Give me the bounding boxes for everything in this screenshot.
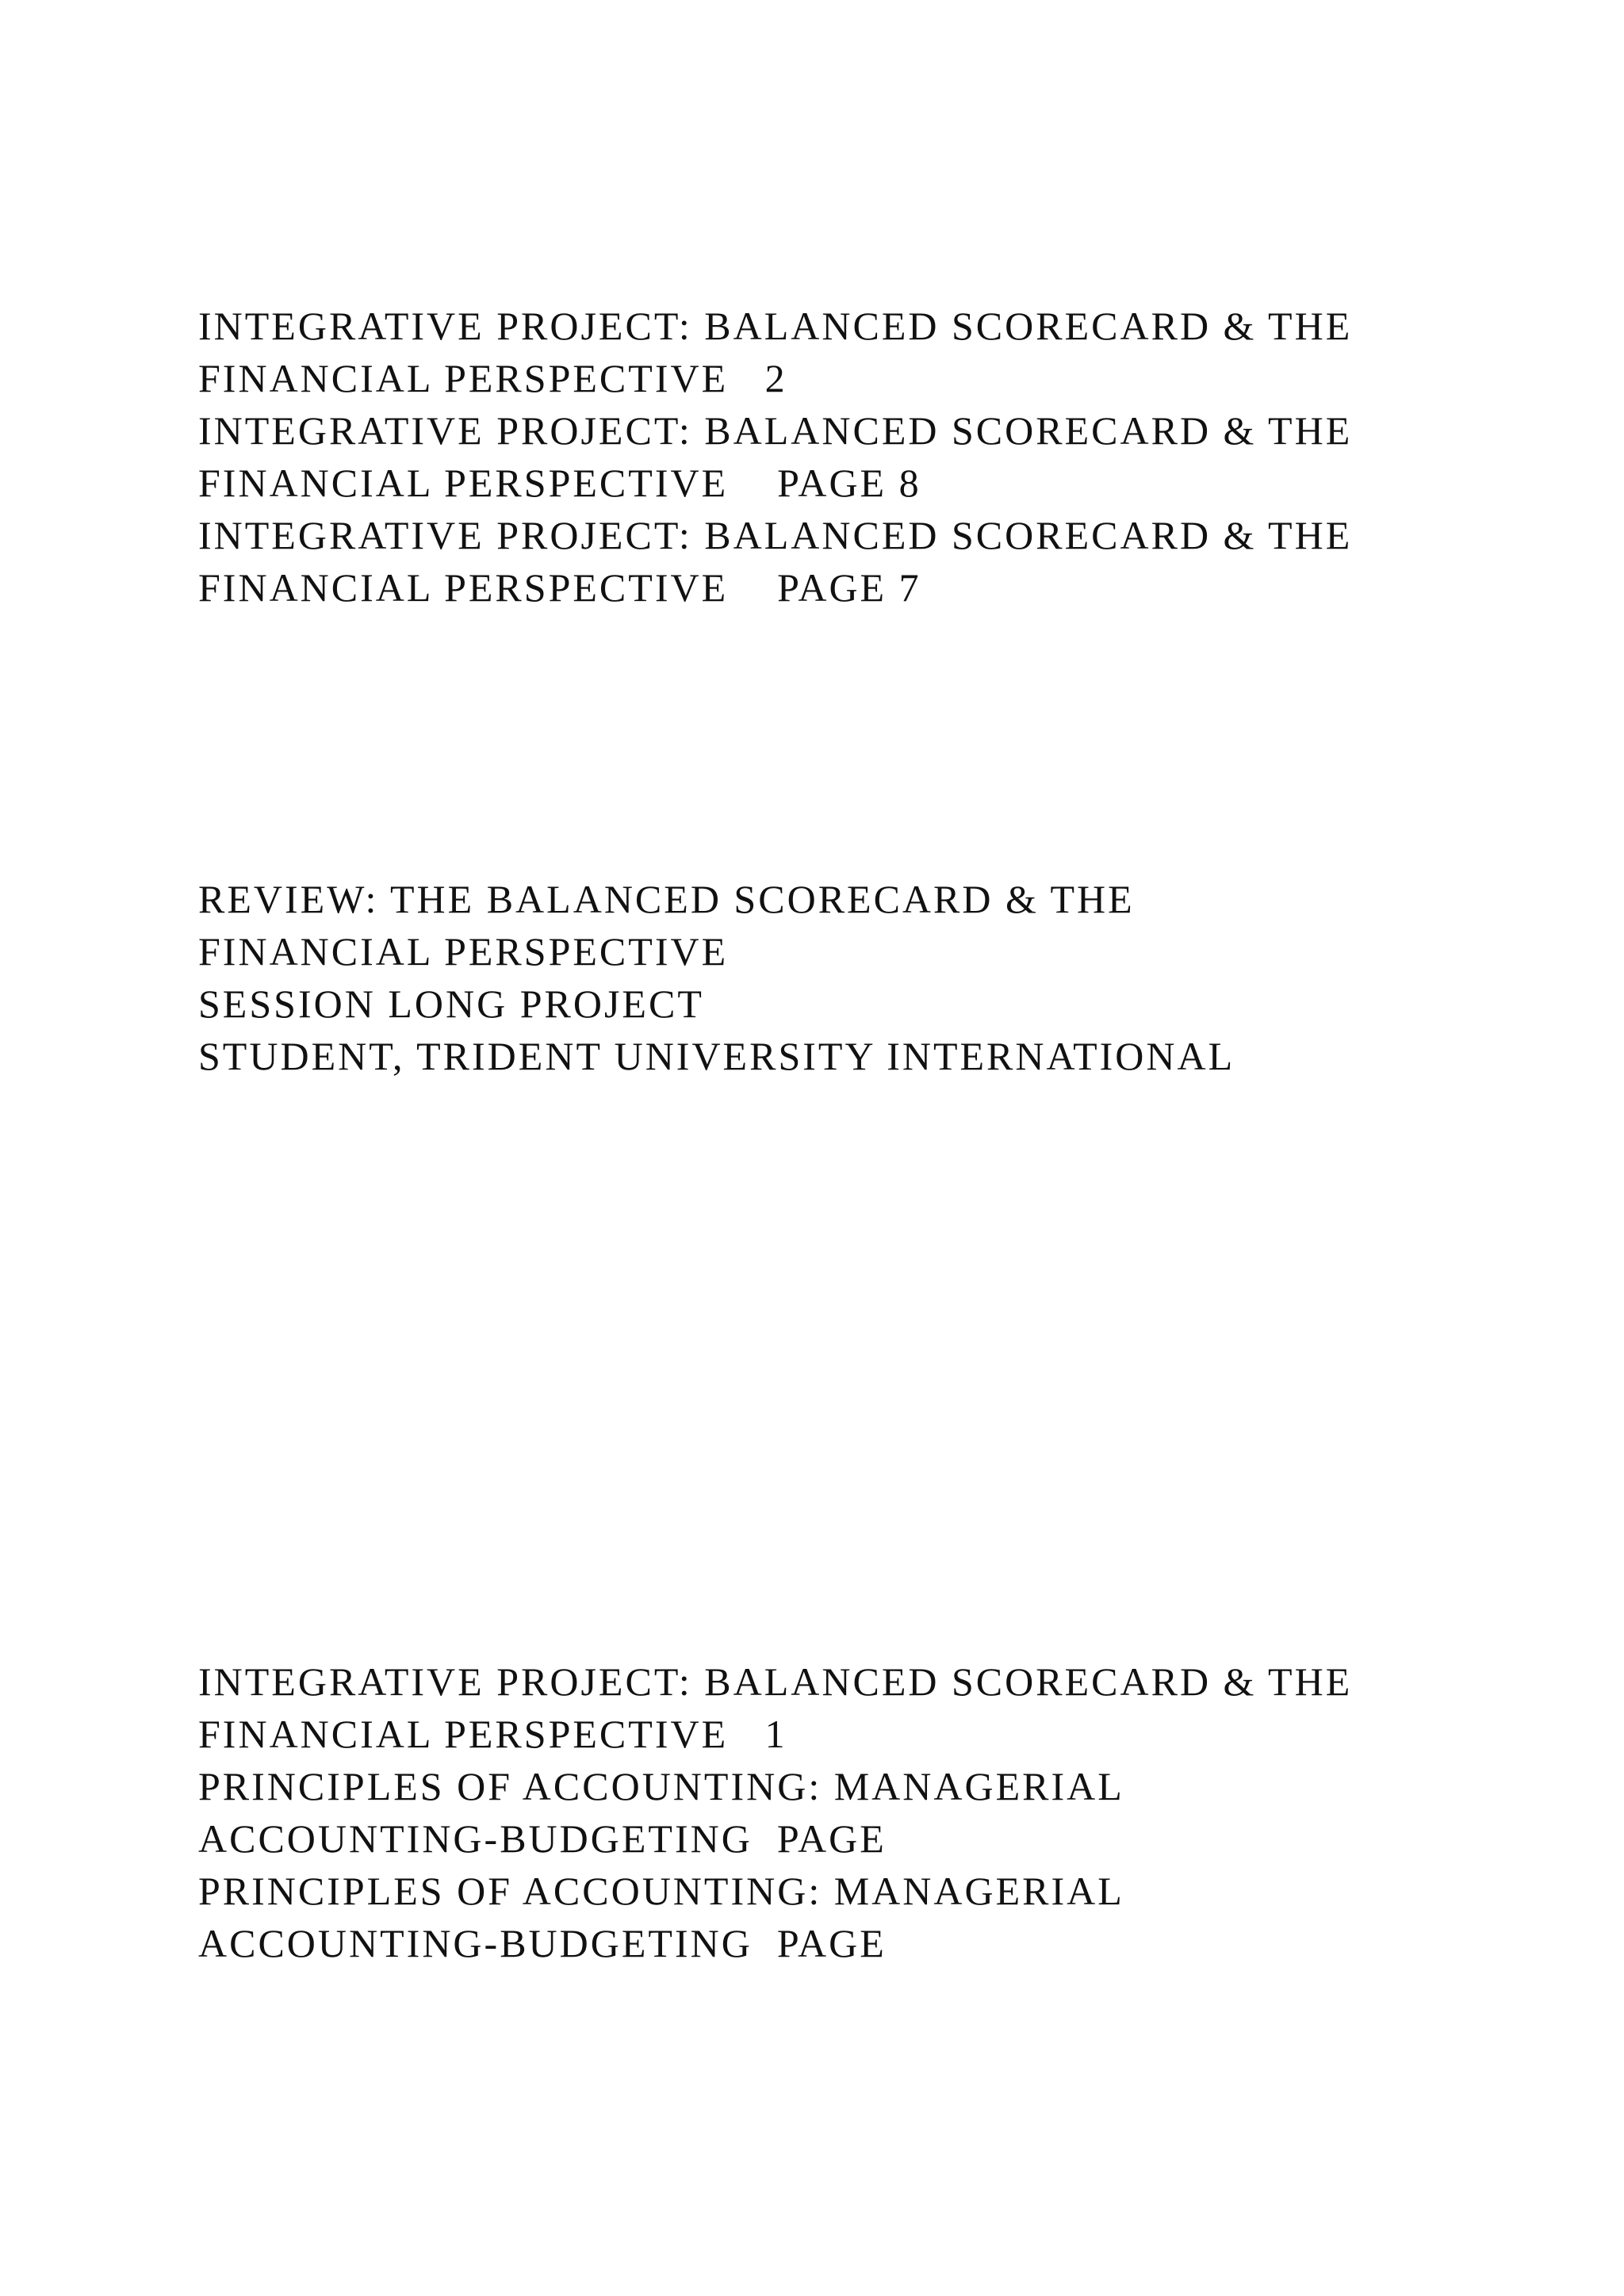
header-line: INTEGRATIVE PROJECT: BALANCED SCORECARD & THE [198,304,1353,348]
header-line: PRINCIPLES OF ACCOUNTING: MANAGERIAL [198,1764,1124,1808]
header-line: FINANCIAL PERSPECTIVE 2 [198,356,787,400]
header-line: INTEGRATIVE PROJECT: BALANCED SCORECARD & THE [198,513,1353,557]
document-title-line: REVIEW: THE BALANCED SCORECARD & THE [198,877,1135,921]
running-headers-bottom [198,1655,1507,1969]
running-headers-top [198,300,1507,614]
title-block [198,873,1507,1082]
header-line: ACCOUNTING-BUDGETING PAGE [198,1816,887,1861]
header-line: ACCOUNTING-BUDGETING PAGE [198,1921,887,1965]
header-line: INTEGRATIVE PROJECT: BALANCED SCORECARD & THE [198,408,1353,453]
author-affiliation: STUDENT, TRIDENT UNIVERSITY INTERNATIONAL [198,1034,1235,1078]
header-line: FINANCIAL PERSPECTIVE 1 [198,1712,787,1756]
header-line: PRINCIPLES OF ACCOUNTING: MANAGERIAL [198,1869,1124,1913]
document-title-line: FINANCIAL PERSPECTIVE [198,929,729,974]
document-subtitle: SESSION LONG PROJECT [198,982,704,1026]
header-line: FINANCIAL PERSPECTIVE PAGE 8 [198,461,921,505]
header-line: FINANCIAL PERSPECTIVE PAGE 7 [198,565,921,610]
header-line: INTEGRATIVE PROJECT: BALANCED SCORECARD & THE [198,1659,1353,1704]
